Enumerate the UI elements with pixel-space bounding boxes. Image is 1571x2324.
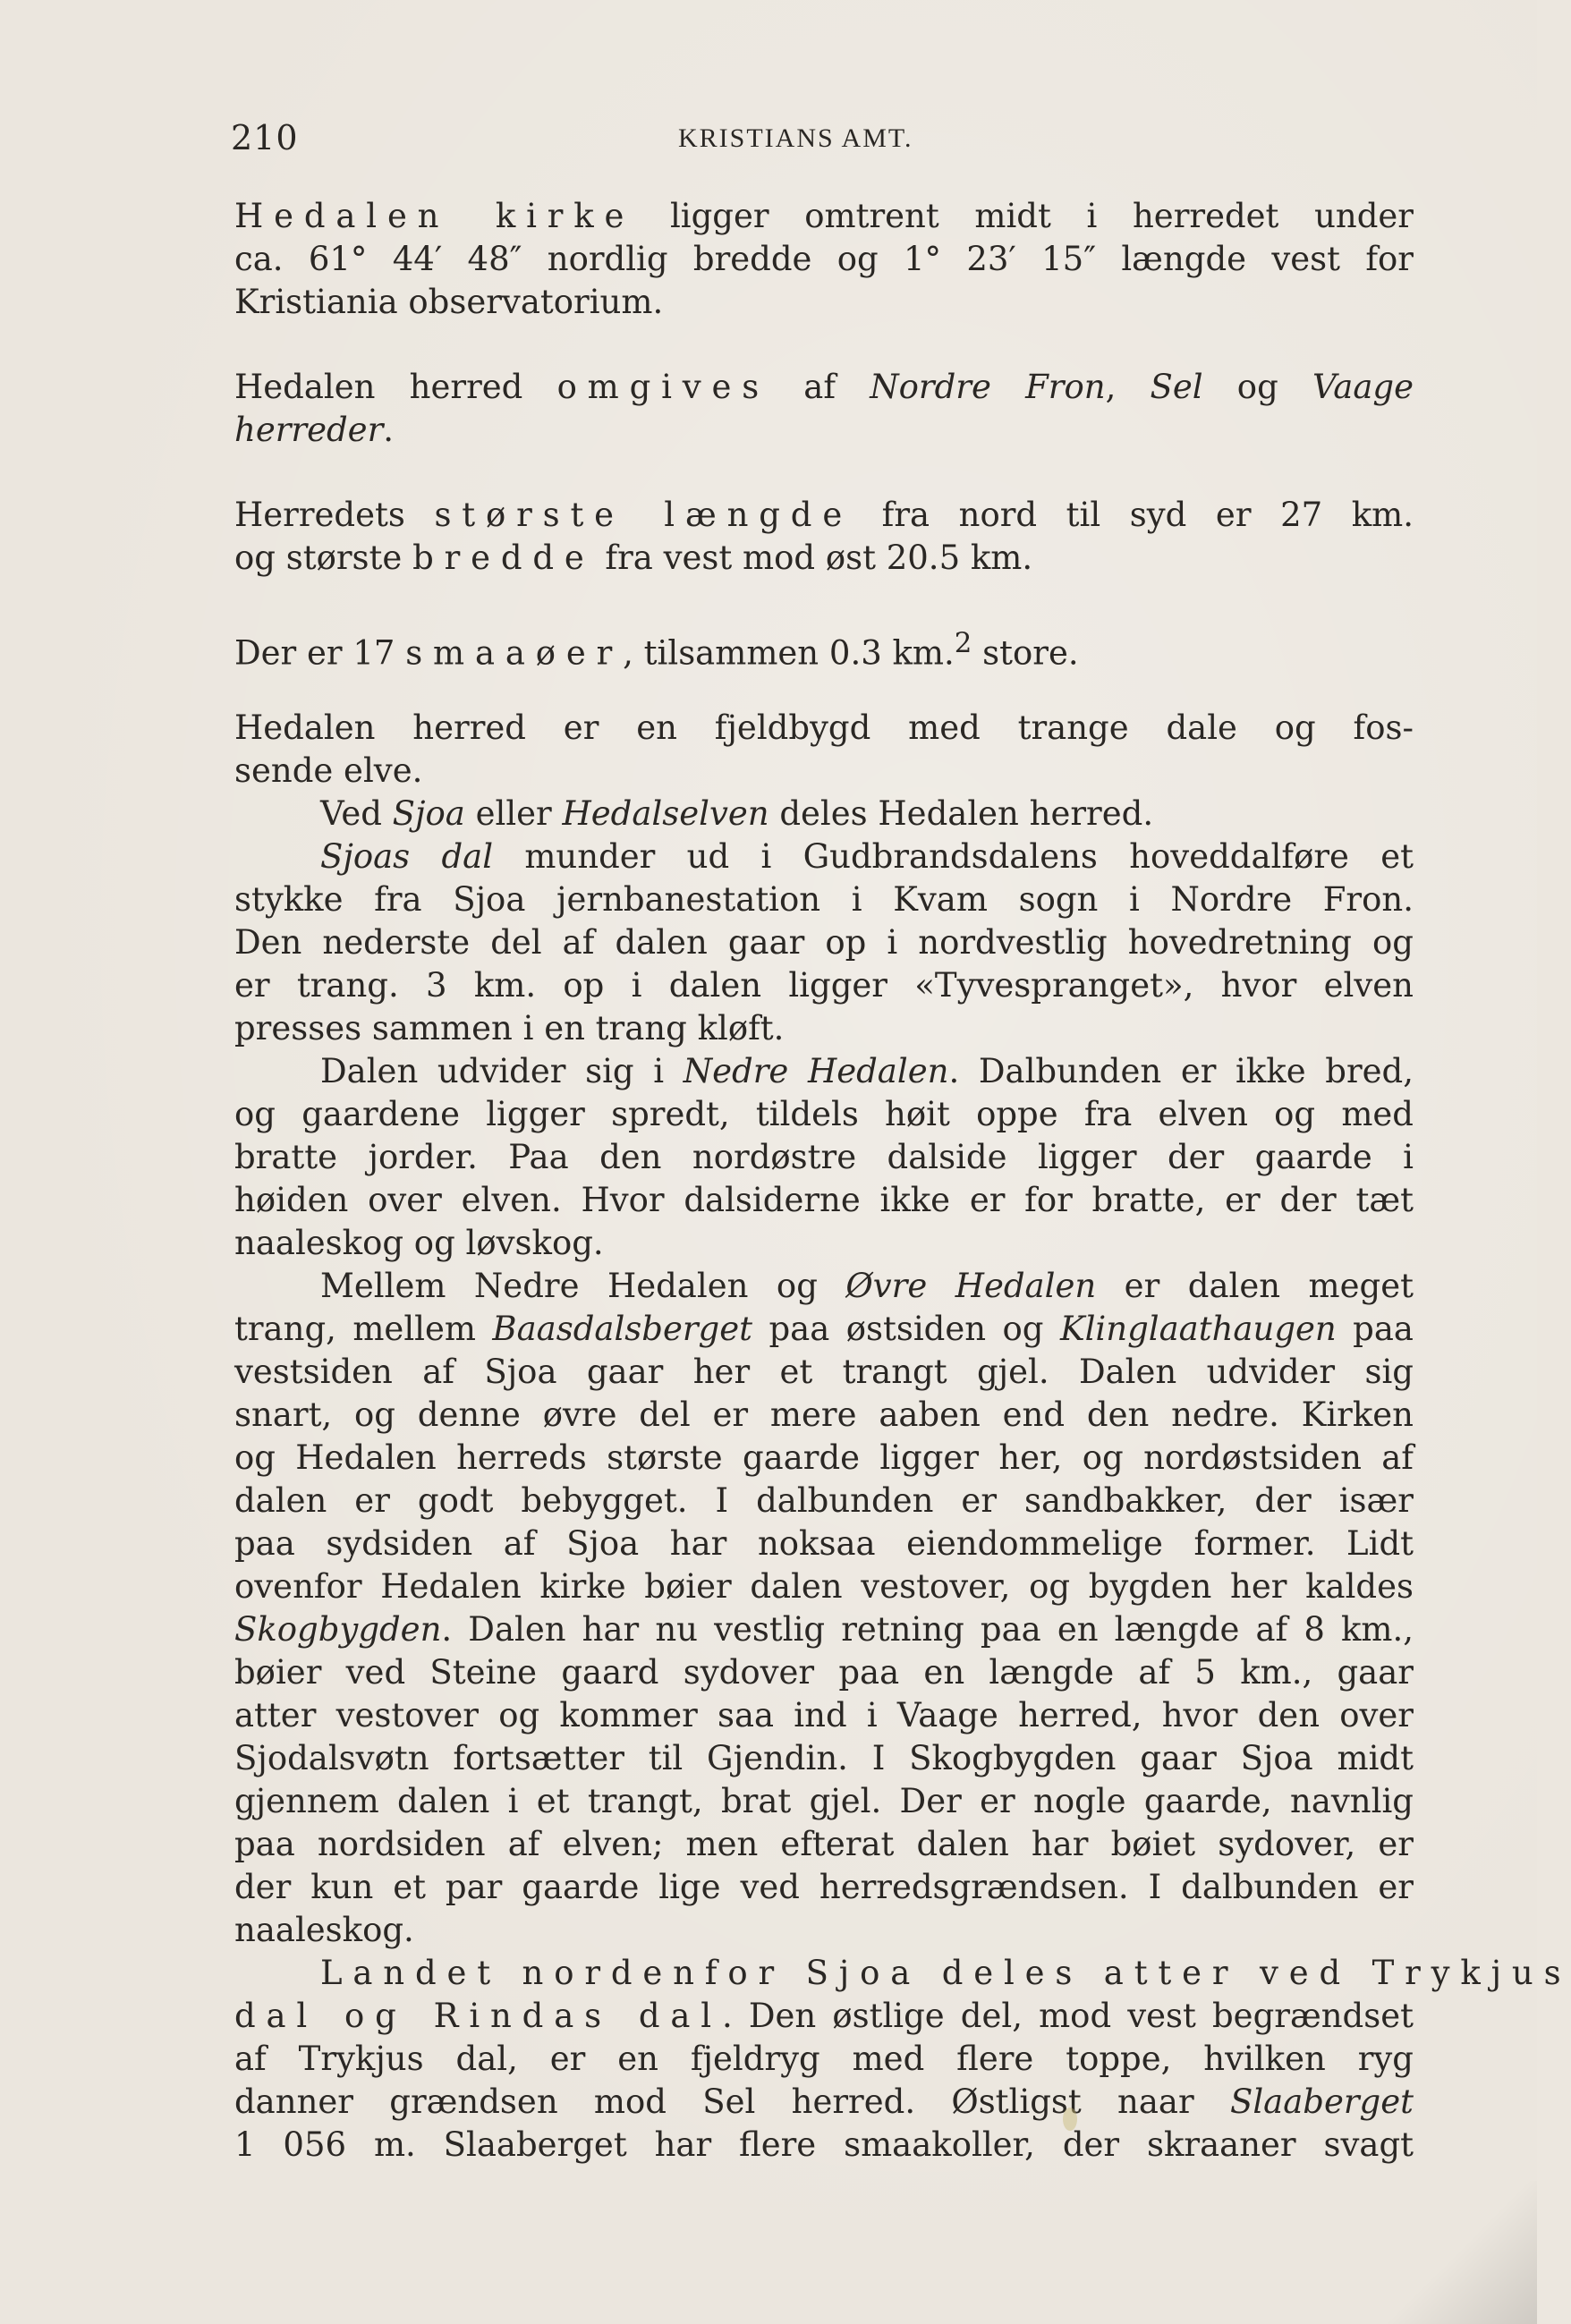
text-line: ovenfor Hedalen kirke bøier dalen vestover, og bygden her kaldes	[234, 1567, 1414, 1606]
text-line: Ved Sjoa eller Hedalselven deles Hedalen herred.	[320, 794, 1154, 833]
text-line: naaleskog og løvskog.	[234, 1224, 604, 1262]
text-line: af Trykjus dal, er en fjeldryg med flere toppe, hvilken ryg	[234, 2040, 1414, 2078]
text-line: Hedalen herred omgives af Nordre Fron, Sel og Vaage	[234, 368, 1414, 406]
text-line: paa sydsiden af Sjoa har noksaa eiendommelige former. Lidt	[234, 1524, 1414, 1563]
place-name: Hedalselven	[562, 794, 769, 833]
page-header	[231, 118, 1394, 163]
text-line: Kristiania observatorium.	[234, 283, 664, 321]
place-name: Baasdalsberget	[492, 1310, 753, 1348]
text-line: Hedalen herred er en fjeldbygd med trange dale og fos-	[234, 708, 1414, 747]
text-line: naaleskog.	[234, 1911, 414, 1949]
text-line: dal og Rindas dal. Den østlige del, mod vest begrændset	[234, 1997, 1414, 2035]
text-line: og gaardene ligger spredt, tildels høit oppe fra elven og med	[234, 1095, 1414, 1133]
text-line: Sjoas dal munder ud i Gudbrandsdalens hoveddalføre et	[320, 837, 1414, 876]
place-name: Sjoas dal	[320, 837, 494, 876]
text-line: bratte jorder. Paa den nordøstre dalside ligger der gaarde i	[234, 1138, 1414, 1176]
text-line: og største bredde fra vest mod øst 20.5 km.	[234, 539, 1033, 577]
text-line: Der er 17 smaaøer, tilsammen 0.3 km.$^2$ store.	[234, 627, 1079, 673]
text-line: ca. 61° 44′ 48″ nordlig bredde og 1° 23′ 15″ længde vest for	[234, 240, 1414, 278]
text-line: snart, og denne øvre del er mere aaben end den nedre. Kirken	[234, 1395, 1414, 1434]
spaced-term: dal og Rindas dal	[234, 1997, 722, 2035]
text-line: presses sammen i en trang kløft.	[234, 1009, 785, 1047]
place-name: Sjoa	[392, 794, 465, 833]
text-line: trang, mellem Baasdalsberget paa østsiden og Klinglaathaugen paa	[234, 1310, 1414, 1348]
page-number: 210	[231, 118, 299, 157]
place-name: Øvre Hedalen	[845, 1267, 1097, 1305]
text-line: stykke fra Sjoa jernbanestation i Kvam sogn i Nordre Fron.	[234, 880, 1414, 919]
text-line: herreder.	[234, 411, 395, 449]
text-line: atter vestover og kommer saa ind i Vaage herred, hvor den over	[234, 1696, 1414, 1735]
text-line: 1 056 m. Slaaberget har flere smaakoller, der skraaner svagt	[234, 2125, 1414, 2164]
text-line: der kun et par gaarde lige ved herredsgrændsen. I dalbunden er	[234, 1868, 1414, 1906]
text-line: Landet nordenfor Sjoa deles atter ved Trykjus	[320, 1954, 1571, 1992]
spaced-term: omgives	[556, 368, 770, 406]
paper-stain	[1063, 2108, 1077, 2131]
text-line: Sjodalsvøtn fortsætter til Gjendin. I Skogbygden gaar Sjoa midt	[234, 1739, 1414, 1777]
place-name: Slaaberget	[1229, 2082, 1414, 2121]
page-corner-shadow	[1340, 2181, 1537, 2324]
place-name: Vaage	[1312, 368, 1414, 406]
text-line: Skogbygden. Dalen har nu vestlig retning paa en længde af 8 km.,	[234, 1610, 1414, 1649]
text-line: vestsiden af Sjoa gaar her et trangt gjel. Dalen udvider sig	[234, 1353, 1414, 1391]
text-line: gjennem dalen i et trangt, brat gjel. Der er nogle gaarde, navnlig	[234, 1782, 1414, 1820]
body-text	[234, 195, 1571, 2167]
text-line: Den nederste del af dalen gaar op i nordvestlig hovedretning og	[234, 923, 1414, 962]
text-line: sende elve.	[234, 751, 423, 790]
text-line: Dalen udvider sig i Nedre Hedalen. Dalbunden er ikke bred,	[320, 1052, 1414, 1090]
text-line: er trang. 3 km. op i dalen ligger «Tyvespranget», hvor elven	[234, 966, 1414, 1005]
place-name: Klinglaathaugen	[1059, 1310, 1337, 1348]
text-line: Mellem Nedre Hedalen og Øvre Hedalen er dalen meget	[320, 1267, 1414, 1305]
spaced-term: smaaøer	[405, 633, 624, 673]
text-line: dalen er godt bebygget. I dalbunden er sandbakker, der især	[234, 1481, 1414, 1520]
spaced-term: Hedalen kirke	[234, 197, 635, 235]
spaced-term: bredde	[412, 539, 595, 577]
text-line: og Hedalen herreds største gaarde ligger her, og nordøstsiden af	[234, 1438, 1414, 1477]
text-line: paa nordsiden af elven; men efterat dalen har bøiet sydover, er	[234, 1825, 1414, 1863]
place-name: Nedre Hedalen	[683, 1052, 949, 1090]
place-name: Nordre Fron	[870, 368, 1106, 406]
text-line: Hedalen kirke ligger omtrent midt i herredet under	[234, 197, 1414, 235]
place-name: Sel	[1150, 368, 1203, 406]
running-head: KRISTIANS AMT.	[678, 123, 913, 153]
text-line: danner grændsen mod Sel herred. Østligst naar Slaaberget	[234, 2082, 1414, 2121]
text-line: høiden over elven. Hvor dalsiderne ikke er for bratte, er der tæt	[234, 1181, 1414, 1219]
text-line: bøier ved Steine gaard sydover paa en længde af 5 km., gaar	[234, 1653, 1414, 1692]
spaced-term: største længde	[434, 496, 853, 534]
place-name: Skogbygden	[234, 1610, 442, 1649]
text-line: Herredets største længde fra nord til syd er 27 km.	[234, 496, 1414, 534]
